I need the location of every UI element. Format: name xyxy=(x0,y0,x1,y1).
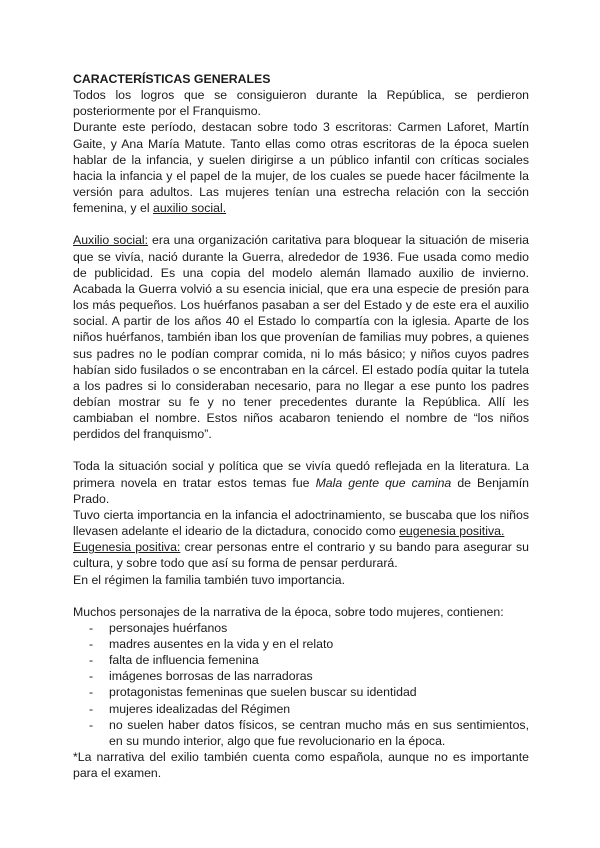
list-item: - no suelen haber datos físicos, se centran mucho más en sus sentimientos, en su mundo interior, algo que fue revolucionario en la época. xyxy=(73,717,529,749)
section-heading: CARACTERÍSTICAS GENERALES xyxy=(73,72,271,86)
list-item: - mujeres idealizadas del Régimen xyxy=(73,701,529,717)
list-item: - falta de influencia femenina xyxy=(73,652,529,668)
paragraph-literatura xyxy=(73,458,529,506)
paragraph-auxilio-social xyxy=(73,232,529,442)
list-item: - madres ausentes en la vida y en el relato xyxy=(73,636,529,652)
paragraph-escritoras-text: Durante este período, destacan sobre todo 3 escritoras: Carmen Laforet, Martín Gaite, y Ana María Matute. Tanto ellas como otras escritoras de la época suelen hablar de la infancia, y suelen dirigirse a un público infantil con críticas sociales hacia la infancia y el papel de la mujer, de los cuales se puede hacer fácilmente la versión para adultos. Las mujeres tenían una estrecha relación con la sección femenina, y el xyxy=(73,120,529,216)
paragraph-spacer xyxy=(73,442,529,458)
paragraph-spacer xyxy=(73,216,529,232)
footnote: *La narrativa del exilio también cuenta como española, aunque no es importante para el examen. xyxy=(73,750,529,781)
eugenesia-definition: crear personas entre el contrario y su bando para asegurar su cultura, y sobre todo que así su forma de pensar perdurará. xyxy=(73,540,529,571)
characteristics-list xyxy=(73,620,529,749)
paragraph-literatura-author: de Benjamín Prado. xyxy=(73,475,529,506)
auxilio-social-link: auxilio social. xyxy=(152,201,227,216)
auxilio-social-term: Auxilio social: xyxy=(73,233,149,248)
list-item: - imágenes borrosas de las narradoras xyxy=(73,668,529,684)
novel-title: Mala gente que camina xyxy=(315,475,452,490)
paragraph-eugenesia xyxy=(73,539,529,571)
paragraph-escritoras xyxy=(73,119,529,216)
paragraph-spacer xyxy=(73,588,529,604)
paragraph-familia: En el régimen la familia también tuvo importancia. xyxy=(73,572,346,587)
list-item: - personajes huérfanos xyxy=(73,620,529,636)
paragraph-personajes: Muchos personajes de la narrativa de la época, sobre todo mujeres, contienen: xyxy=(73,604,504,619)
auxilio-social-definition: era una organización caritativa para bloquear la situación de miseria que se vivía, nació durante la Guerra, alrededor de 1936. Fue usada como medio de publicidad. Es una copia del modelo alemán llamado auxilio de invierno. Acabada la Guerra volvió a su esencia inicial, que era una especie de presión para los más pequeños. Los huérfanos pasaban a ser del Estado y de este era el auxilio social. A partir de los años 40 el Estado lo compartía con la iglesia. Aparte de los niños huérfanos, también iban los que provenían de familias muy pobres, a quienes sus padres no le podían comprar comida, ni lo más básico; y niños cuyos padres habían sido fusilados o se encontraban en la cárcel. El estado podía quitar la tutela a los padres si lo consideraban necesario, para no llegar a ese punto los padres debían mostrar su fe y no tener precedentes durante la República. Allí les cambiaban el nombre. Estos niños acabaron teniendo el nombre de “los niños perdidos del franquismo”. xyxy=(73,233,529,442)
document-body xyxy=(73,71,529,781)
eugenesia-link: eugenesia positiva. xyxy=(399,524,505,539)
paragraph-literatura-text: Toda la situación social y política que se vivía quedó reflejada en la literatura. La primera novela en tratar estos temas fue xyxy=(73,459,529,490)
paragraph-adoctrinamiento xyxy=(73,507,529,539)
list-item: - protagonistas femeninas que suelen buscar su identidad xyxy=(73,684,529,700)
eugenesia-term: Eugenesia positiva: xyxy=(73,540,181,555)
paragraph-adoctrinamiento-text: Tuvo cierta importancia en la infancia el adoctrinamiento, se buscaba que los niños llevasen adelante el ideario de la dictadura, conocido como xyxy=(73,507,529,539)
paragraph-logros: Todos los logros que se consiguieron durante la República, se perdieron posteriormente por el Franquismo. xyxy=(73,88,529,119)
